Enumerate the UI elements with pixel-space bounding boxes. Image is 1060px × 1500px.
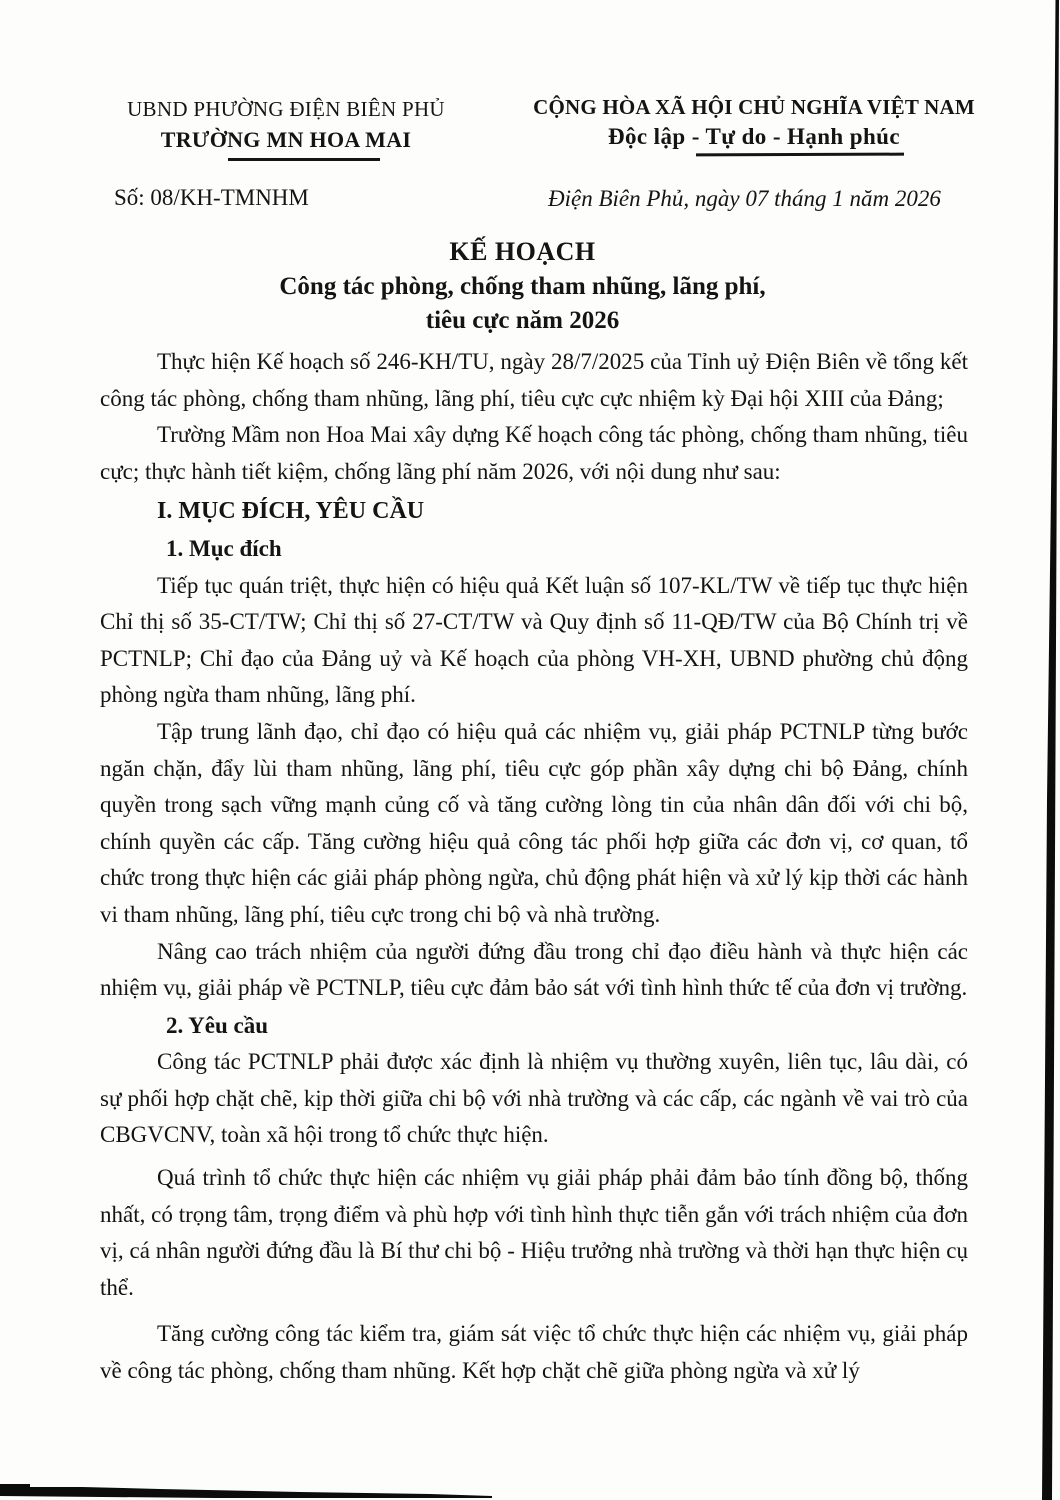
paragraph-purpose-1: Tiếp tục quán triệt, thực hiện có hiệu quả Kết luận số 107-KL/TW về tiếp tục thực hiện Chỉ thị số 35-CT/TW; Chỉ thị số 27-CT/TW và Quy định số 11-QĐ/TW của Bộ Chính trị về PCTNLP; Chỉ đạo của Đảng uỷ và Kế hoạch của phòng VH-XH, UBND phường chủ động phòng ngừa tham nhũng, lãng phí.: [100, 572, 968, 708]
motto-underline-rule: [696, 153, 904, 156]
scan-bar-bottom-left: [0, 1484, 492, 1498]
document-subtitle-line2: tiêu cực năm 2026: [425, 307, 620, 335]
document-subtitle-line1: Công tác phòng, chống tham nhũng, lãng phí,: [279, 273, 766, 301]
issuing-org-block: [98, 96, 474, 154]
document-title: KẾ HOẠCH: [449, 237, 596, 266]
paragraph-requirement-3: Tăng cường công tác kiểm tra, giám sát việc tổ chức thực hiện các nhiệm vụ, giải pháp về công tác phòng, chống tham nhũng. Kết hợp chặt chẽ giữa phòng ngừa và xử lý: [100, 1321, 968, 1384]
national-header-block: [528, 94, 980, 152]
place-and-date: Điện Biên Phủ, ngày 07 tháng 1 năm 2026: [548, 186, 941, 211]
paragraph-basis-1: Thực hiện Kế hoạch số 246-KH/TU, ngày 28/7/2025 của Tỉnh uỷ Điện Biên về tổng kết công tác phòng, chống tham nhũng, lãng phí, tiêu cực cực nhiệm kỳ Đại hội XIII của Đảng;: [100, 349, 968, 411]
document-title-block: [100, 235, 945, 337]
national-title: CỘNG HÒA XÃ HỘI CHỦ NGHĨA VIỆT NAM: [533, 95, 975, 119]
paragraph-purpose-3: Nâng cao trách nhiệm của người đứng đầu trong chỉ đạo điều hành và thực hiện các nhiệm vụ, giải pháp về PCTNLP, tiêu cực đảm bảo sát với tình hình thức tế của đơn vị trường.: [100, 938, 968, 1001]
national-motto: Độc lập - Tự do - Hạnh phúc: [608, 124, 900, 150]
paragraph-purpose-2: Tập trung lãnh đạo, chỉ đạo có hiệu quả các nhiệm vụ, giải pháp PCTNLP từng bước ngăn chặn, đẩy lùi tham nhũng, lãng phí, tiêu cực góp phần xây dựng chi bộ Đảng, chính quyền trong sạch vững mạnh củng cố và tăng cường lòng tin của nhân dân đối với chi bộ, chính quyền các cấp. Tăng cường hiệu quả công tác phối hợp giữa các đơn vị, cơ quan, tổ chức trong thực hiện các giải pháp phòng ngừa, chủ động phát hiện và xử lý kịp thời các hành vi tham nhũng, lãng phí, tiêu cực trong chi bộ và nhà trường.: [100, 718, 968, 927]
issuing-org-parent: UBND PHƯỜNG ĐIỆN BIÊN PHỦ: [127, 97, 445, 121]
subheading-yeu-cau: 2. Yêu cầu: [166, 1012, 269, 1038]
document-number: Số: 08/KH-TMNHM: [114, 185, 309, 210]
paragraph-requirement-2: Quá trình tổ chức thực hiện các nhiệm vụ giải pháp phải đảm bảo tính đồng bộ, thống nhất, có trọng tâm, trọng điểm và phù hợp với tình hình thực tiễn gắn với trách nhiệm của đơn vị, cá nhân người đứng đầu là Bí thư chi bộ - Hiệu trưởng nhà trường và thời hạn thực hiện cụ thể.: [100, 1165, 968, 1300]
scan-edge-line-right: [1042, 0, 1059, 1500]
org-underline-rule: [228, 158, 380, 161]
document-body: [100, 344, 968, 1390]
paragraph-basis-2: Trường Mầm non Hoa Mai xây dựng Kế hoạch công tác phòng, chống tham nhũng, tiêu cực; thực hành tiết kiệm, chống lãng phí năm 2026, với nội dung như sau:: [100, 422, 968, 484]
subheading-muc-dich: 1. Mục đích: [166, 535, 282, 561]
issuing-org-name: TRƯỜNG MN HOA MAI: [160, 127, 412, 153]
paragraph-requirement-1: Công tác PCTNLP phải được xác định là nhiệm vụ thường xuyên, liên tục, lâu dài, có sự phối hợp chặt chẽ, kịp thời giữa chi bộ với nhà trường và các cấp, các ngành về vai trò của CBGVCNV, toàn xã hội trong tổ chức thực hiện.: [100, 1049, 968, 1148]
section-heading-1: I. MỤC ĐÍCH, YÊU CẦU: [157, 498, 425, 525]
